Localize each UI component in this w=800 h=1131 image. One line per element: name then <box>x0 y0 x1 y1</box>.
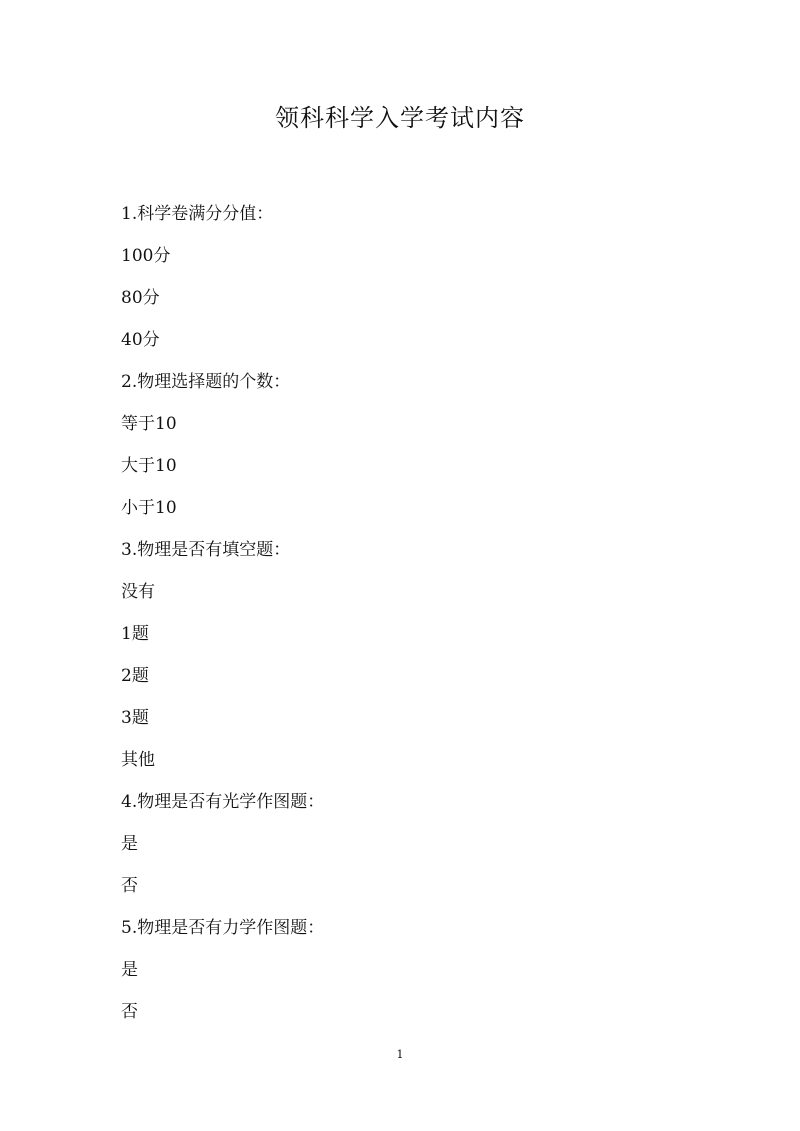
question-prompt: 1.科学卷满分分值： <box>121 204 274 224</box>
question-4 <box>121 786 721 912</box>
answer-option: 80分 <box>121 288 160 308</box>
answer-option: 等于10 <box>121 414 177 434</box>
answer-option: 否 <box>121 876 138 896</box>
answer-option: 100分 <box>121 246 171 266</box>
question-3 <box>121 534 721 786</box>
question-list <box>121 198 721 1038</box>
question-1 <box>121 198 721 366</box>
question-prompt: 5.物理是否有力学作图题： <box>121 918 325 938</box>
document-title: 领科科学入学考试内容 <box>275 104 525 132</box>
question-prompt: 2.物理选择题的个数： <box>121 372 291 392</box>
question-prompt: 3.物理是否有填空题： <box>121 540 291 560</box>
question-2 <box>121 366 721 534</box>
answer-option: 是 <box>121 960 138 980</box>
answer-option: 1题 <box>121 624 149 644</box>
answer-option: 40分 <box>121 330 160 350</box>
answer-option: 2题 <box>121 666 149 686</box>
answer-option: 其他 <box>121 750 155 770</box>
question-5 <box>121 912 721 1038</box>
answer-option: 大于10 <box>121 456 177 476</box>
answer-option: 没有 <box>121 582 155 602</box>
answer-option: 小于10 <box>121 498 177 518</box>
question-prompt: 4.物理是否有光学作图题： <box>121 792 325 812</box>
answer-option: 是 <box>121 834 138 854</box>
answer-option: 3题 <box>121 708 149 728</box>
answer-option: 否 <box>121 1002 138 1022</box>
page-number: 1 <box>396 1048 404 1061</box>
